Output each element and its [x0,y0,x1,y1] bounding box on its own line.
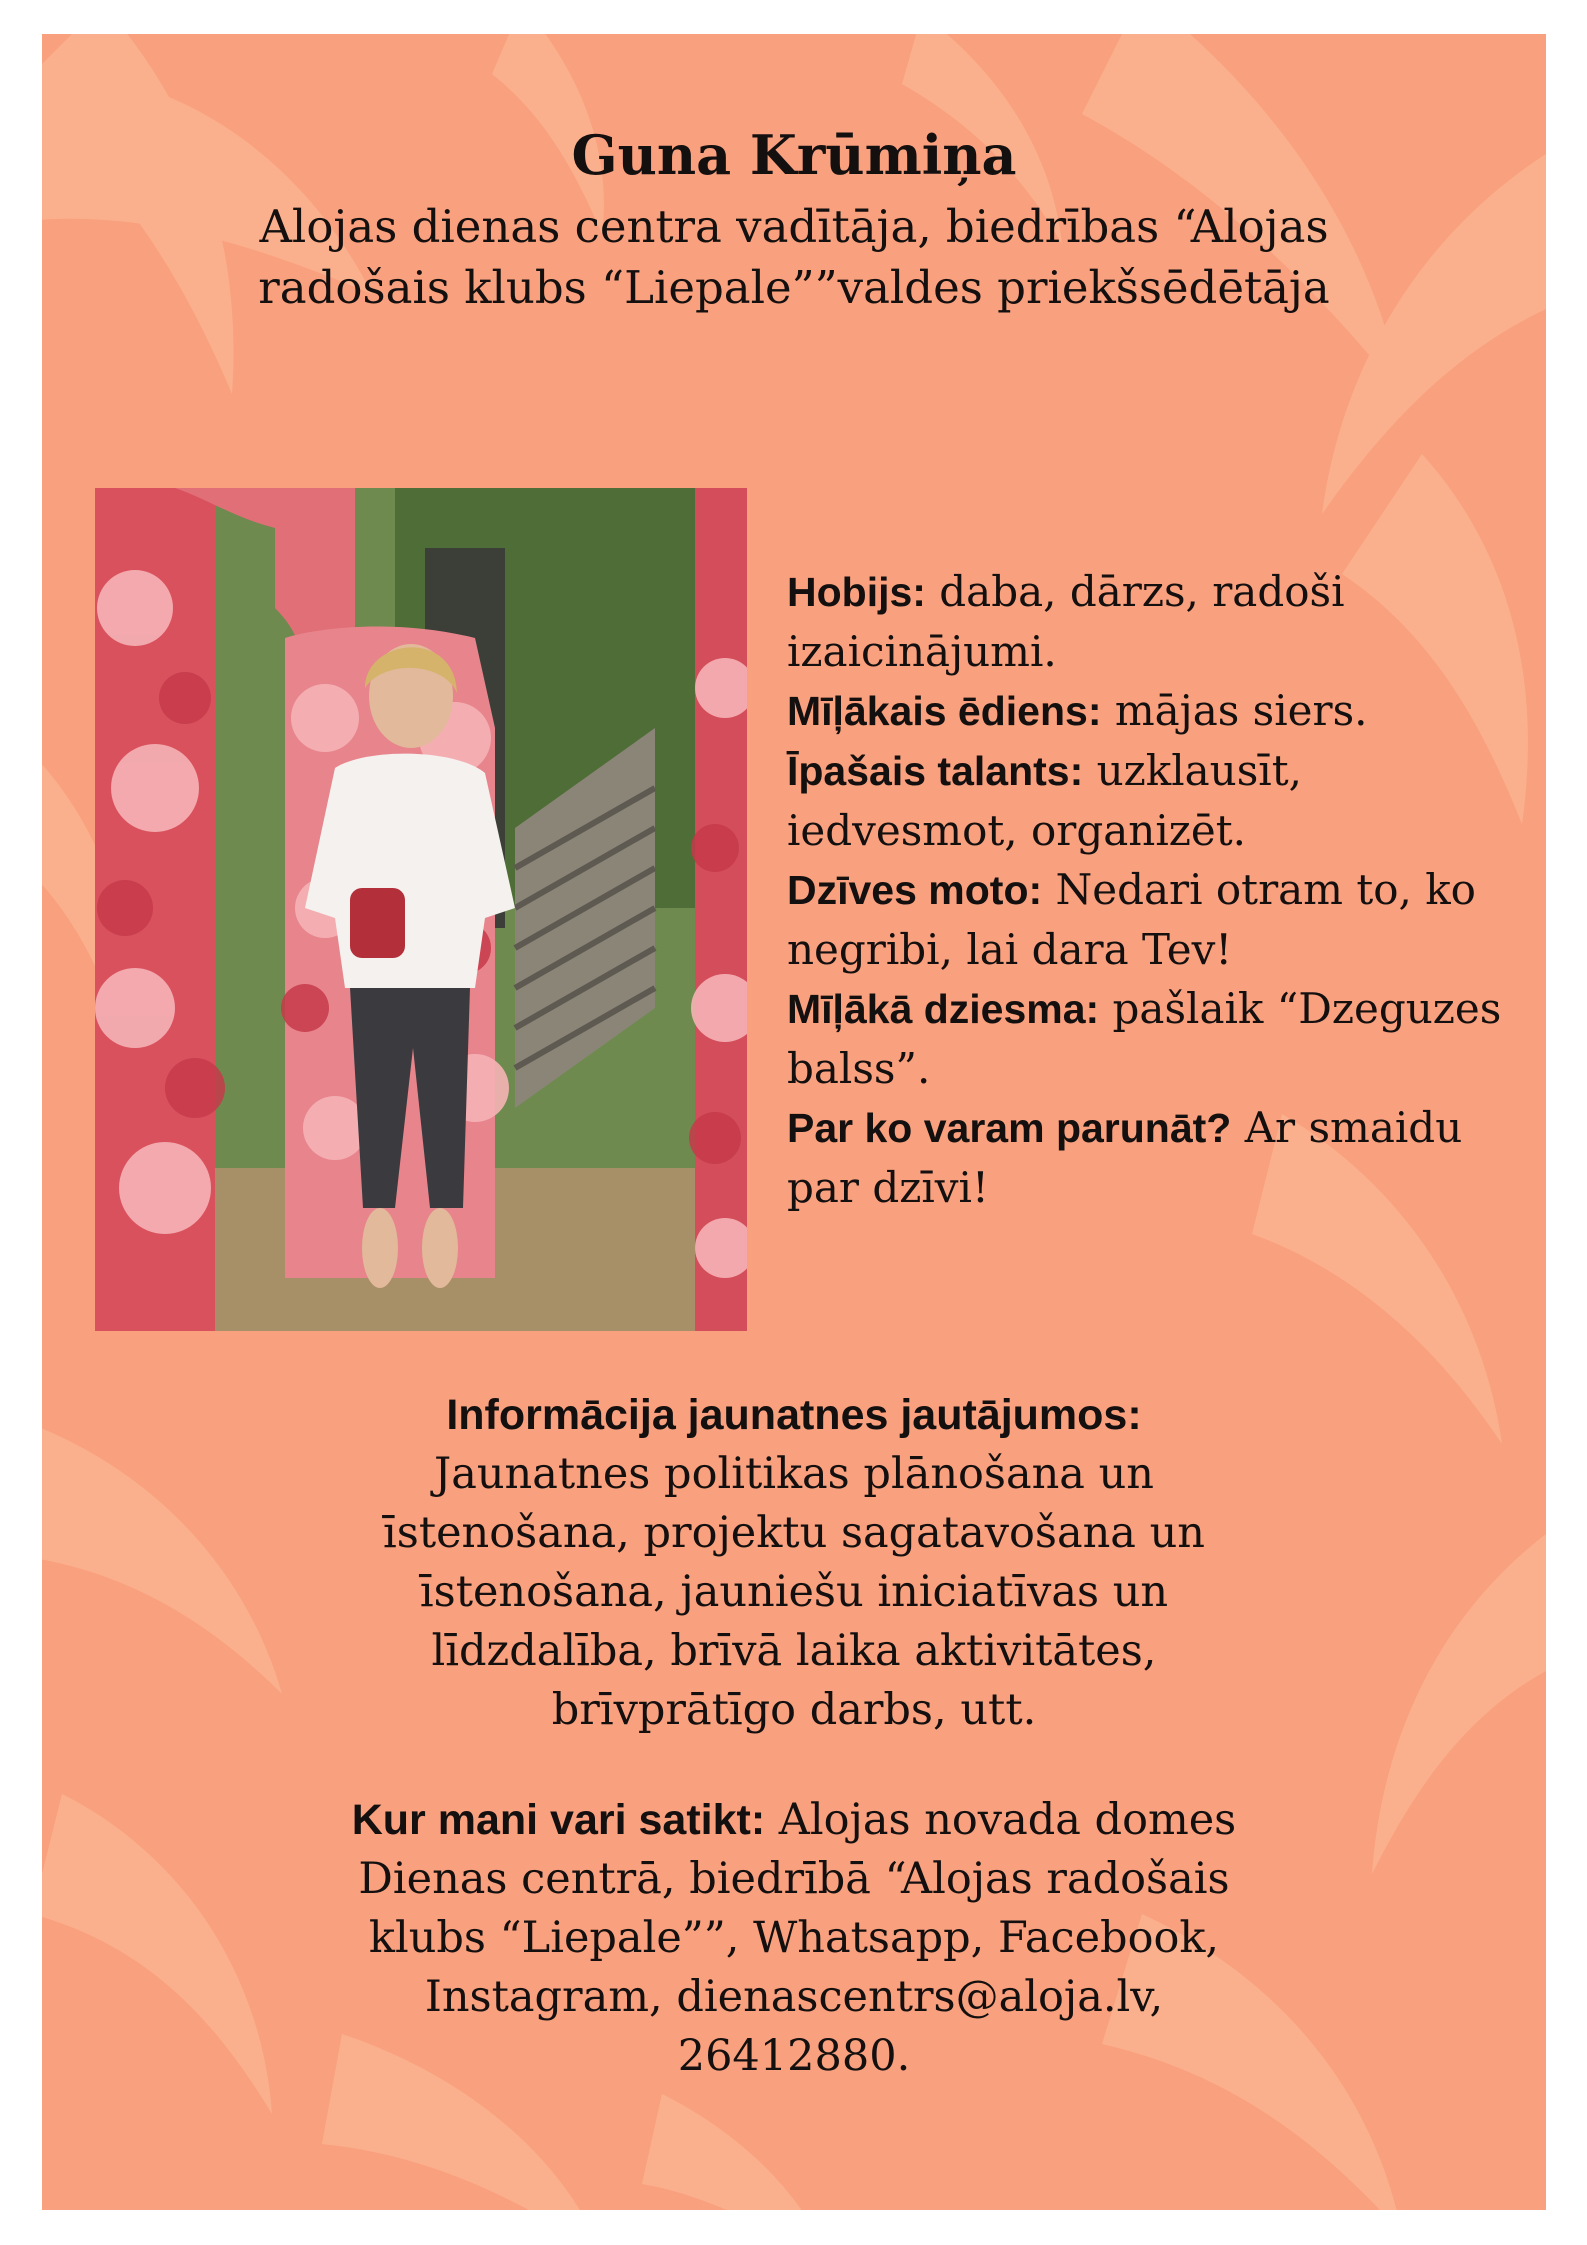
fact-value: mājas siers. [1101,686,1368,735]
youth-info-text: Jaunatnes politikas plānošana un īstenošana, projektu sagatavošana un īstenošana, jauniešu iniciatīvas un līdzdalība, brīvā laika aktivitātes, brīvprātīgo darbs, utt. [383,1449,1205,1735]
fact-favorite-song [787,979,1517,1098]
fact-value: Ar smaidu par dzīvi! [787,1103,1463,1212]
fact-label: Mīļākā dziesma: [787,986,1100,1032]
youth-info-section [304,1386,1284,1740]
fact-value: uzklausīt, iedvesmot, organizēt. [787,746,1302,855]
fact-talk-about [787,1098,1517,1217]
fact-value: Nedari otram to, ko negribi, lai dara Tev! [787,865,1476,974]
fact-label: Hobijs: [787,569,926,615]
fact-talent [787,741,1517,860]
portrait-photo [95,488,747,1331]
youth-info-heading: Informācija jaunatnes jautājumos: [446,1391,1142,1439]
portrait-photo-illustration [95,488,747,1331]
fact-label: Par ko varam parunāt? [787,1105,1232,1151]
person-name: Guna Krūmiņa [571,123,1017,187]
fact-favorite-food [787,681,1517,741]
personal-facts [787,562,1517,1217]
fact-label: Dzīves moto: [787,867,1043,913]
fact-value: daba, dārzs, radoši izaicinājumi. [787,567,1345,676]
profile-header [42,120,1546,318]
contact-text: Alojas novada domes Dienas centrā, biedrībā “Alojas radošais klubs “Liepale””, Whatsapp, Facebook, Instagram, dienascentrs@aloja.lv, 26412880. [358,1795,1237,2081]
fact-label: Mīļākais ēdiens: [787,688,1102,734]
fact-value: pašlaik “Dzeguzes balss”. [787,984,1502,1093]
fact-label: Īpašais talants: [787,748,1084,794]
poster-page [42,34,1546,2210]
contact-label: Kur mani vari satikt: [351,1796,766,1844]
contact-section [304,1791,1284,2086]
person-role: Alojas dienas centra vadītāja, biedrības “Alojas radošais klubs “Liepale””valdes priekšsēdētāja [258,200,1330,314]
fact-hobby [787,562,1517,681]
fact-life-motto [787,860,1517,979]
